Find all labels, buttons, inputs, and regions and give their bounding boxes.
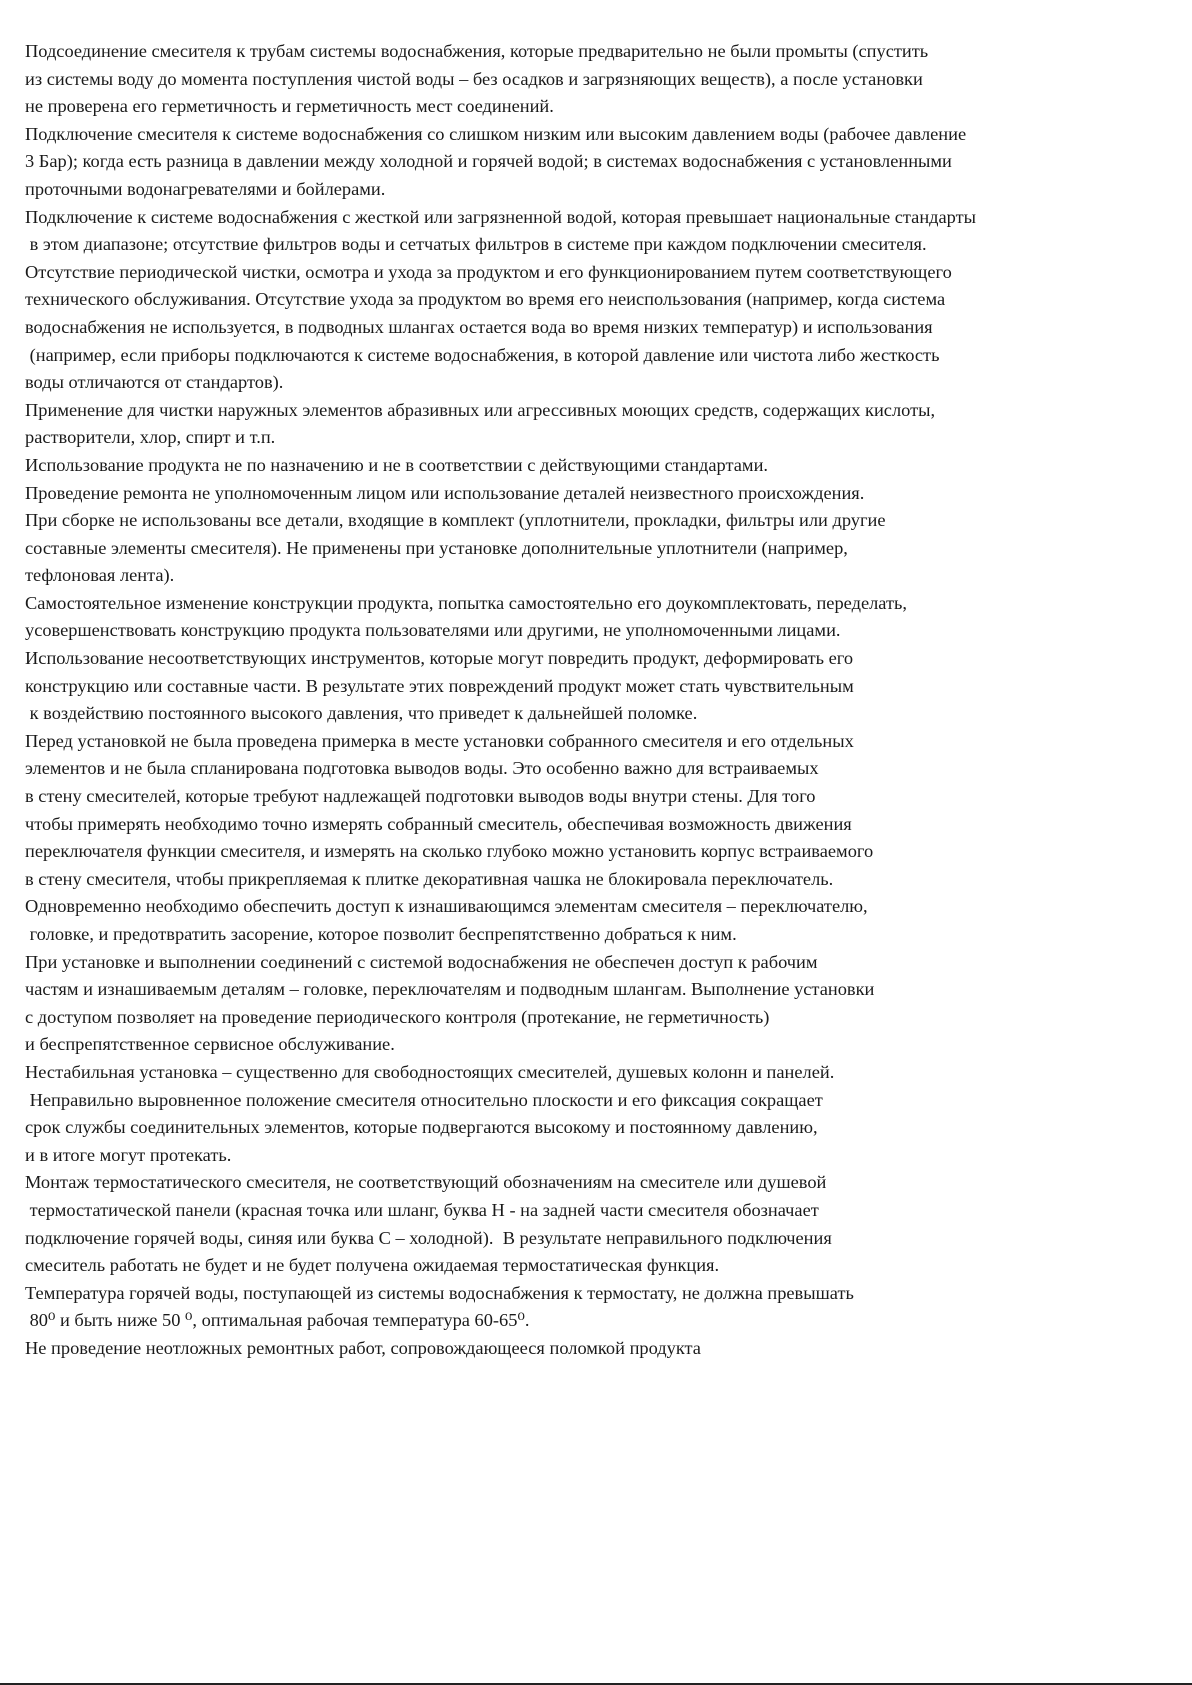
text-line: 80⁰ и быть ниже 50 ⁰, оптимальная рабочая температура 60-65⁰.	[25, 1310, 530, 1331]
text-line: Не проведение неотложных ремонтных работ, сопровождающееся поломкой продукта	[25, 1337, 701, 1358]
text-line: Монтаж термостатического смесителя, не соответствующий обозначениям на смесителе или душевой	[25, 1172, 827, 1193]
text-line: и беспрепятственное сервисное обслуживание.	[25, 1034, 395, 1055]
body-text	[25, 38, 1175, 1363]
text-line: термостатической панели (красная точка или шланг, буква Н - на задней части смесителя обозначает	[25, 1199, 819, 1220]
text-line: из системы воду до момента поступления чистой воды – без осадков и загрязняющих веществ), а после установки	[25, 68, 923, 89]
text-line: тефлоновая лента).	[25, 565, 175, 586]
text-line: Применение для чистки наружных элементов абразивных или агрессивных моющих средств, содержащих кислоты,	[25, 399, 936, 420]
text-line: Отсутствие периодической чистки, осмотра и ухода за продуктом и его функционированием путем соответствующего	[25, 261, 952, 282]
text-line: Подключение к системе водоснабжения с жесткой или загрязненной водой, которая превышает национальные стандарты	[25, 206, 977, 227]
text-line: Перед установкой не была проведена примерка в месте установки собранного смесителя и его отдельных	[25, 730, 854, 751]
text-line: в этом диапазоне; отсутствие фильтров воды и сетчатых фильтров в системе при каждом подключении смесителя.	[25, 234, 927, 255]
text-line: Подсоединение смесителя к трубам системы водоснабжения, которые предварительно не были промыты (спустить	[25, 41, 929, 61]
text-line: Подключение смесителя к системе водоснабжения со слишком низким или высоким давлением воды (рабочее давление	[25, 123, 967, 144]
text-line: Использование продукта не по назначению и не в соответствии с действующими стандартами.	[25, 454, 769, 475]
text-line: конструкцию или составные части. В результате этих повреждений продукт может стать чувствительным	[25, 675, 854, 696]
text-line: в стену смесителей, которые требуют надлежащей подготовки выводов воды внутри стены. Для того	[25, 786, 816, 807]
text-line: Одновременно необходимо обеспечить доступ к изнашивающимся элементам смесителя – переключателю,	[25, 896, 868, 917]
text-line: головке, и предотвратить засорение, которое позволит беспрепятственно добраться к ним.	[25, 924, 737, 944]
text-line: не проверена его герметичность и герметичность мест соединений.	[25, 96, 554, 117]
text-line: к воздействию постоянного высокого давления, что приведет к дальнейшей поломке.	[25, 703, 698, 724]
text-line: Самостоятельное изменение конструкции продукта, попытка самостоятельно его доукомплектовать, переделать,	[25, 592, 907, 613]
text-line: смеситель работать не будет и не будет получена ожидаемая термостатическая функция.	[25, 1255, 720, 1276]
text-line: частям и изнашиваемым деталям – головке, переключателям и подводным шлангам. Выполнение установки	[25, 979, 875, 1000]
text-line: проточными водонагревателями и бойлерами.	[25, 178, 386, 199]
text-line: воды отличаются от стандартов).	[25, 372, 284, 393]
text-line: срок службы соединительных элементов, которые подвергаются высокому и постоянному давлению,	[25, 1117, 818, 1138]
text-line: Неправильно выровненное положение смесителя относительно плоскости и его фиксация сокращает	[25, 1089, 823, 1110]
text-line: Нестабильная установка – существенно для свободностоящих смесителей, душевых колонн и панелей.	[25, 1061, 835, 1082]
text-line: с доступом позволяет на проведение периодического контроля (протекание, не герметичность)	[25, 1006, 770, 1027]
text-line: растворители, хлор, спирт и т.п.	[25, 427, 276, 448]
text-line: технического обслуживания. Отсутствие ухода за продуктом во время его неиспользования (например, когда система	[25, 289, 946, 310]
text-line: Проведение ремонта не уполномоченным лицом или использование деталей неизвестного происхождения.	[25, 482, 865, 503]
text-line: Температура горячей воды, поступающей из системы водоснабжения к термостату, не должна превышать	[25, 1282, 854, 1303]
text-line: усовершенствовать конструкцию продукта пользователями или другими, не уполномоченными лицами.	[25, 620, 841, 641]
text-line: Использование несоответствующих инструментов, которые могут повредить продукт, деформировать его	[25, 648, 854, 669]
text-line: и в итоге могут протекать.	[25, 1144, 232, 1165]
text-line: подключение горячей воды, синяя или буква С – холодной). В результате неправильного подключения	[25, 1227, 832, 1248]
text-line: составные элементы смесителя). Не применены при установке дополнительные уплотнители (например,	[25, 537, 848, 558]
text-line: При установке и выполнении соединений с системой водоснабжения не обеспечен доступ к рабочим	[25, 951, 818, 972]
text-line: переключателя функции смесителя, и измерять на сколько глубоко можно установить корпус встраиваемого	[25, 841, 874, 862]
text-line: элементов и не была спланирована подготовка выводов воды. Это особенно важно для встраиваемых	[25, 758, 819, 779]
text-line: в стену смесителя, чтобы прикрепляемая к плитке декоративная чашка не блокировала переключатель.	[25, 868, 834, 889]
text-line: водоснабжения не используется, в подводных шлангах остается вода во время низких температур) и использования	[25, 316, 933, 337]
text-line: (например, если приборы подключаются к системе водоснабжения, в которой давление или чистота либо жесткость	[25, 344, 940, 365]
text-line: При сборке не использованы все детали, входящие в комплект (уплотнители, прокладки, фильтры или другие	[25, 510, 886, 531]
text-line: 3 Бар); когда есть разница в давлении между холодной и горячей водой; в системах водоснабжения с установленными	[25, 151, 952, 172]
text-line: чтобы примерять необходимо точно измерять собранный смеситель, обеспечивая возможность движения	[25, 813, 852, 834]
